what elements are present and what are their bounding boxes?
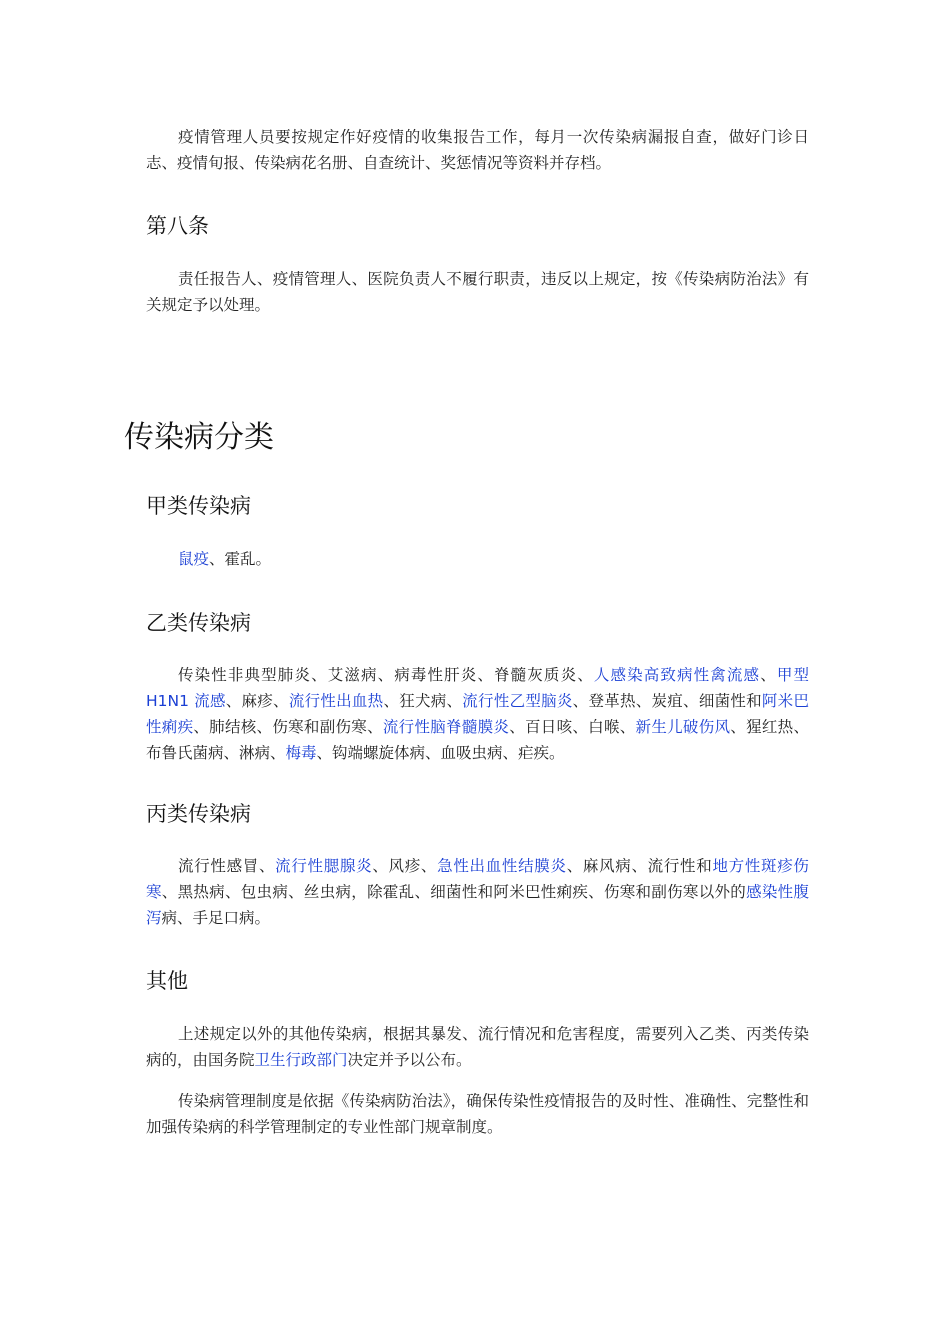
link-part: 甲型 xyxy=(776,666,809,684)
text-segment: 、 xyxy=(760,666,777,684)
link-japanese-encephalitis[interactable]: 流行性乙型脑炎 xyxy=(462,692,573,710)
class-b-paragraph xyxy=(146,662,809,766)
link-typhus[interactable]: 地方性斑疹伤寒 xyxy=(146,857,809,901)
text-segment: 病、手足口病。 xyxy=(161,909,271,927)
link-part: 流感 xyxy=(194,692,226,710)
class-a-heading: 甲类传染病 xyxy=(146,494,251,518)
text-segment: 流行性感冒、 xyxy=(178,857,276,875)
text-segment: 、麻风病、流行性和 xyxy=(566,857,713,875)
class-c-heading: 丙类传染病 xyxy=(146,802,251,826)
class-c-paragraph xyxy=(146,853,809,931)
link-neonatal-tetanus[interactable]: 新生儿破伤风 xyxy=(635,718,731,736)
text-segment: 上述规定以外的其他传染病，根据其暴发、流行情况和危害程度，需要列入乙类、丙类传染病的，由国务院 xyxy=(146,1025,809,1069)
article8-heading: 第八条 xyxy=(146,214,209,238)
class-b-heading: 乙类传染病 xyxy=(146,611,251,635)
article7-paragraph: 疫情管理人员要按规定作好疫情的收集报告工作，每月一次传染病漏报自查，做好门诊日志、疫情旬报、传染病花名册、自查统计、奖惩情况等资料并存档。 xyxy=(146,128,809,172)
text-segment: 、猩红热、布鲁氏菌病、淋病、 xyxy=(146,718,809,762)
text-segment: 、肺结核、伤寒和副伤寒、 xyxy=(193,718,383,736)
link-plague[interactable]: 鼠疫 xyxy=(178,550,210,568)
other-paragraph-2: 传染病管理制度是依据《传染病防治法》，确保传染性疫情报告的及时性、准确性、完整性和加强传染病的科学管理制定的专业性部门规章制度。 xyxy=(146,1092,809,1136)
other-heading: 其他 xyxy=(146,969,188,993)
text-segment: 、百日咳、白喉、 xyxy=(509,718,636,736)
text-segment: 、风疹、 xyxy=(372,857,438,875)
text-segment: 决定并予以公布。 xyxy=(347,1051,472,1069)
link-infectious-diarrhea[interactable]: 感染性腹泻 xyxy=(146,883,809,927)
text-segment: 、麻疹、 xyxy=(225,692,289,710)
class-a-paragraph xyxy=(146,546,809,572)
section-title: 传染病分类 xyxy=(124,420,274,455)
text-segment: 、黑热病、包虫病、丝虫病，除霍乱、细菌性和阿米巴性痢疾、伤寒和副伤寒以外的 xyxy=(161,883,747,901)
text-segment: 传染性非典型肺炎、艾滋病、病毒性肝炎、脊髓灰质炎、 xyxy=(178,666,594,684)
link-mumps[interactable]: 流行性腮腺炎 xyxy=(275,857,373,875)
text-segment: 、登革热、炭疽、细菌性和 xyxy=(572,692,762,710)
text-segment: 、钩端螺旋体病、血吸虫病、疟疾。 xyxy=(316,744,565,762)
link-hemorrhagic-fever[interactable]: 流行性出血热 xyxy=(288,692,384,710)
link-health-department[interactable]: 卫生行政部门 xyxy=(254,1051,348,1069)
link-syphilis[interactable]: 梅毒 xyxy=(285,744,317,762)
link-conjunctivitis[interactable]: 急性出血性结膜炎 xyxy=(437,857,567,875)
link-meningitis[interactable]: 流行性脑脊髓膜炎 xyxy=(382,718,510,736)
article8-paragraph: 责任报告人、疫情管理人、医院负责人不履行职责，违反以上规定，按《传染病防治法》有关规定予以处理。 xyxy=(146,270,809,314)
link-amoebic-dysentery[interactable]: 阿米巴性痢疾 xyxy=(146,692,809,736)
other-paragraph-1 xyxy=(146,1021,809,1073)
class-a-rest: 、霍乱。 xyxy=(209,550,272,568)
link-avian-influenza[interactable]: 人感染高致病性禽流感 xyxy=(593,666,761,684)
link-part: H1N1 xyxy=(146,692,189,710)
text-segment: 、狂犬病、 xyxy=(383,692,463,710)
